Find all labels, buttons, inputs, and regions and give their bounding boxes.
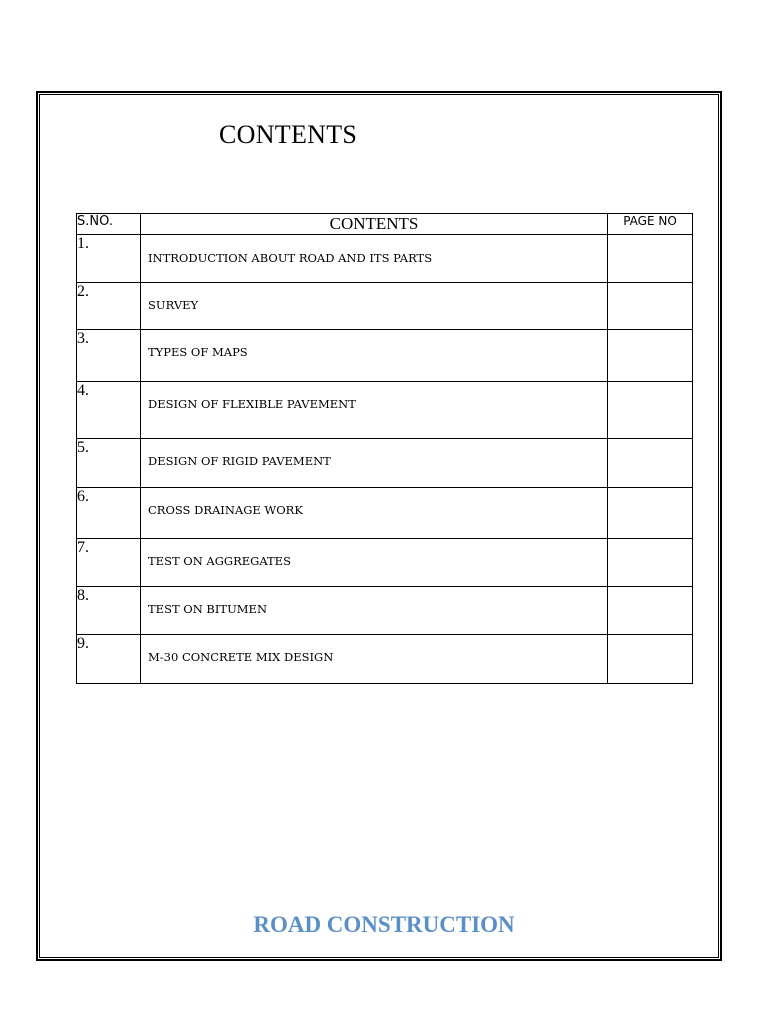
row-title-text: DESIGN OF FLEXIBLE PAVEMENT — [148, 397, 356, 411]
row-page — [608, 539, 693, 587]
row-page — [608, 382, 693, 439]
row-title — [141, 488, 608, 539]
row-sno: 7. — [77, 539, 141, 587]
row-title — [141, 382, 608, 439]
row-title-text: SURVEY — [148, 298, 199, 312]
row-title-text: CROSS DRAINAGE WORK — [148, 503, 303, 517]
table-row — [77, 488, 693, 539]
row-page — [608, 330, 693, 382]
header-contents: CONTENTS — [141, 214, 608, 235]
page-title: CONTENTS — [219, 120, 358, 149]
row-title — [141, 635, 608, 684]
table-row — [77, 439, 693, 488]
row-sno: 4. — [77, 382, 141, 439]
row-title-text: DESIGN OF RIGID PAVEMENT — [148, 454, 331, 468]
header-sno: S.NO. — [77, 214, 141, 235]
table-header-row — [77, 214, 693, 235]
row-sno: 3. — [77, 330, 141, 382]
row-page — [608, 235, 693, 283]
row-title — [141, 439, 608, 488]
row-sno: 8. — [77, 587, 141, 635]
row-title — [141, 330, 608, 382]
table-row — [77, 539, 693, 587]
table-row — [77, 382, 693, 439]
row-title-text: INTRODUCTION ABOUT ROAD AND ITS PARTS — [148, 251, 433, 265]
row-title-text: TYPES OF MAPS — [148, 345, 248, 359]
row-page — [608, 635, 693, 684]
header-page-no: PAGE NO — [608, 214, 693, 235]
table-row — [77, 235, 693, 283]
row-sno: 6. — [77, 488, 141, 539]
row-sno: 9. — [77, 635, 141, 684]
row-page — [608, 587, 693, 635]
row-title — [141, 539, 608, 587]
row-sno: 2. — [77, 283, 141, 330]
table-row — [77, 283, 693, 330]
row-sno: 1. — [77, 235, 141, 283]
row-title — [141, 587, 608, 635]
row-title — [141, 283, 608, 330]
row-title-text: TEST ON AGGREGATES — [148, 554, 291, 568]
row-page — [608, 283, 693, 330]
row-title — [141, 235, 608, 283]
row-sno: 5. — [77, 439, 141, 488]
row-page — [608, 488, 693, 539]
row-title-text: TEST ON BITUMEN — [148, 602, 268, 616]
row-page — [608, 439, 693, 488]
table-row — [77, 330, 693, 382]
footer-title: ROAD CONSTRUCTION — [253, 912, 515, 937]
row-title-text: M-30 CONCRETE MIX DESIGN — [148, 650, 334, 664]
contents-table — [76, 213, 693, 684]
table-row — [77, 587, 693, 635]
table-row — [77, 635, 693, 684]
